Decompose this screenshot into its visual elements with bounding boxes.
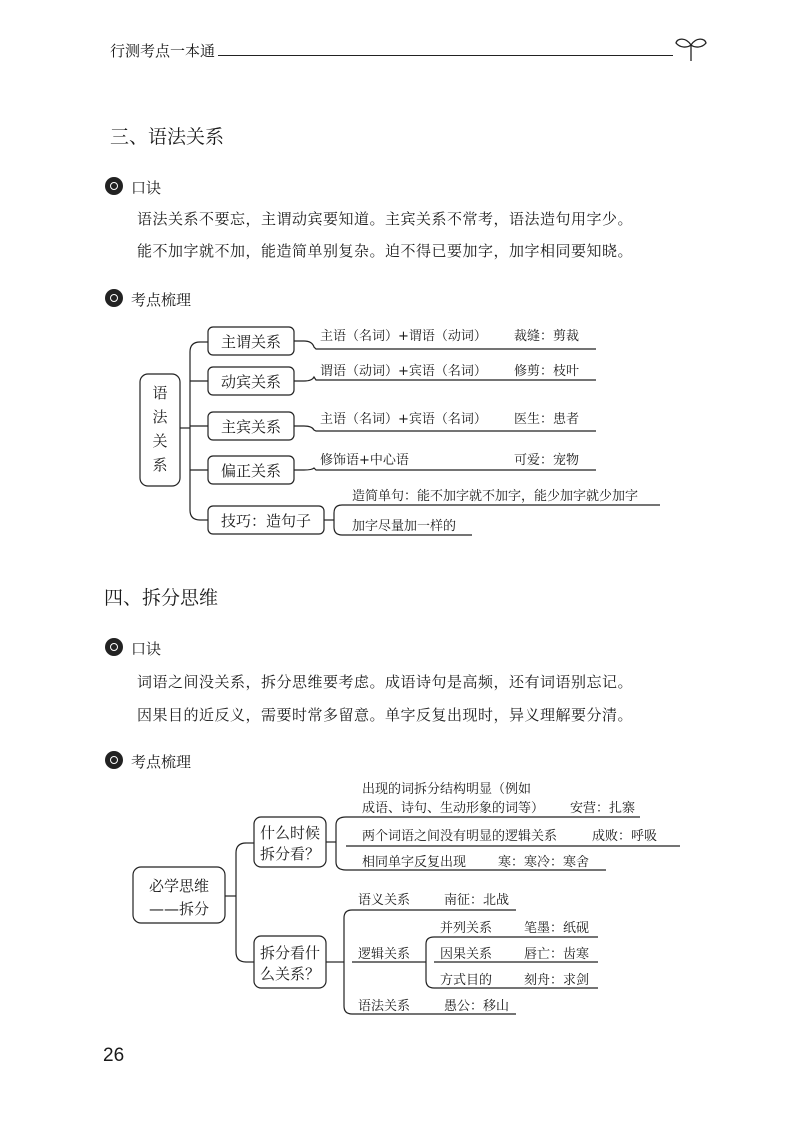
kaodian-label: 考点梳理 [131,753,192,771]
what-grammar-label: 语法关系 [358,999,411,1014]
branch-label: 主谓关系 [220,333,282,351]
branch-rule: 谓语（动词）+宾语（名词） [320,364,487,379]
skill-item: 加字尽量加一样的 [352,519,457,534]
header-title: 行测考点一本通 [110,42,216,60]
root-label: ——拆分 [148,900,210,918]
kaodian-icon [105,751,123,769]
when-item: 出现的词拆分结构明显（例如 [362,782,532,797]
koujue-line: 能不加字就不加，能造简单别复杂。迫不得已要加字，加字相同要知晓。 [137,242,634,260]
branch-example: 修剪：枝叶 [514,364,580,379]
root-char: 语 [152,384,168,402]
koujue-icon [105,638,123,656]
what-logical-label: 逻辑关系 [358,947,411,962]
page-number: 26 [103,1045,125,1066]
branch-example: 裁缝：剪裁 [514,329,580,344]
grammar-diagram [0,0,800,560]
logical-item: 并列关系 [440,921,493,936]
branch-label: 偏正关系 [220,462,282,480]
root-char: 法 [152,408,168,426]
what-semantic-label: 语义关系 [358,893,411,908]
logical-example: 笔墨：纸砚 [524,921,590,936]
when-example: 安营：扎寨 [570,801,636,816]
skill-label: 技巧：造句子 [220,512,312,530]
kaodian-label: 考点梳理 [131,291,192,309]
koujue-line: 语法关系不要忘，主谓动宾要知道。主宾关系不常考，语法造句用字少。 [137,210,634,228]
koujue-label: 口诀 [131,640,162,658]
koujue-line: 词语之间没关系，拆分思维要考虑。成语诗句是高频，还有词语别忘记。 [137,673,634,691]
koujue-line: 因果目的近反义，需要时常多留意。单字反复出现时，异义理解要分清。 [137,706,634,724]
branch-rule: 主语（名词）+宾语（名词） [320,412,487,427]
what-grammar-example: 愚公：移山 [444,999,510,1014]
logical-example: 唇亡：齿寒 [524,947,590,962]
root-char: 关 [152,432,168,450]
what-label: 么关系？ [259,965,321,983]
split-thinking-diagram [0,770,800,1030]
what-label: 拆分看什 [259,944,321,962]
when-item: 相同单字反复出现 [362,855,467,870]
section-title: 四、拆分思维 [104,587,219,609]
logical-example: 刻舟：求剑 [524,973,590,988]
section-title: 三、语法关系 [110,126,225,148]
branch-rule: 主语（名词）+谓语（动词） [320,329,487,344]
skill-item: 造简单句：能不加字就不加字，能少加字就少加字 [352,489,639,504]
branch-example: 可爱：宠物 [514,453,580,468]
when-example: 成败：呼吸 [592,829,658,844]
when-label: 拆分看？ [259,845,321,863]
koujue-label: 口诀 [131,179,162,197]
root-label: 必学思维 [148,877,210,895]
branch-example: 医生：患者 [514,412,580,427]
branch-label: 主宾关系 [220,418,282,436]
when-item: 两个词语之间没有明显的逻辑关系 [362,829,558,844]
logical-item: 因果关系 [440,947,493,962]
root-char: 系 [152,456,168,474]
when-label: 什么时候 [259,824,321,842]
when-item: 成语、诗句、生动形象的词等） [362,801,545,816]
branch-label: 动宾关系 [220,373,282,391]
branch-rule: 修饰语+中心语 [320,453,409,468]
when-example: 寒：寒冷：寒舍 [498,855,590,870]
what-semantic-example: 南征：北战 [444,893,510,908]
logical-item: 方式目的 [440,973,493,988]
